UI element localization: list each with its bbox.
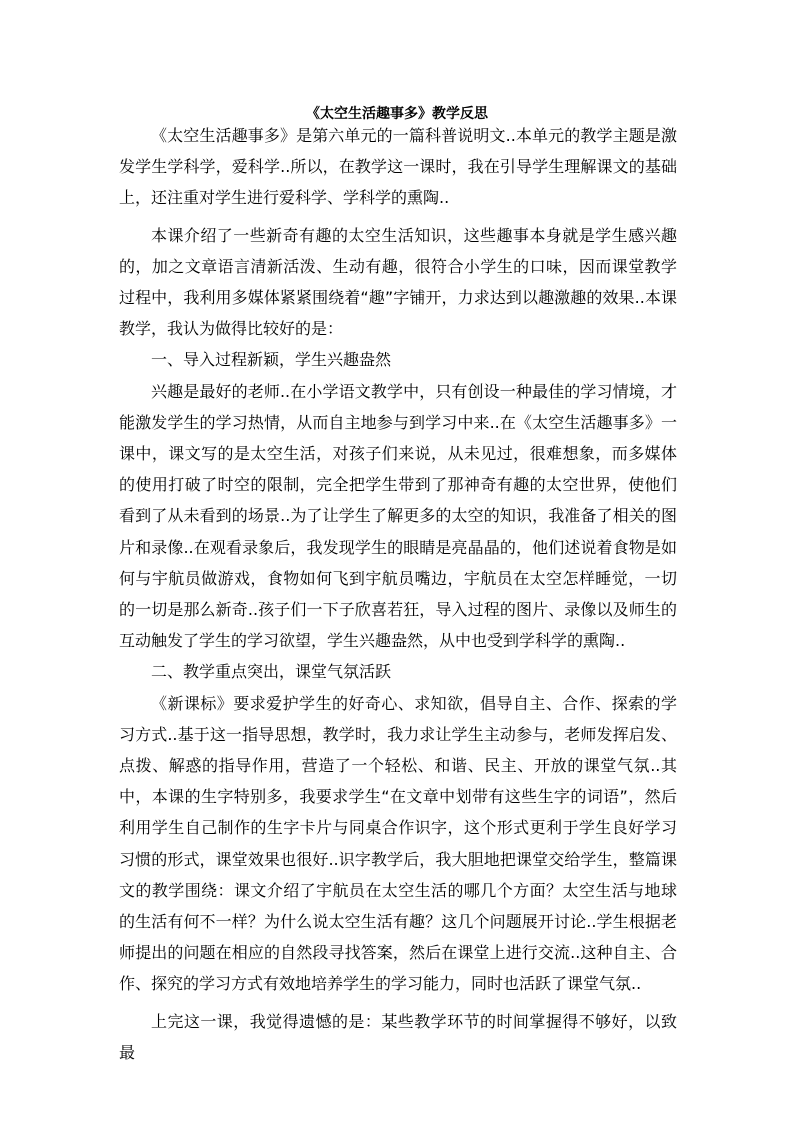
paragraph-section-1: 兴趣是最好的老师..在小学语文教学中，只有创设一种最佳的学习情境，才能激发学生的学习热情，从而自主地参与到学习中来..在《太空生活趣事多》一课中，课文写的是太空生活，对孩子们来说，从未见过，很难想象，而多媒体的使用打破了时空的限制，完全把学生带到了那神奇有趣的太空世界，使他们看到了从未看到的场景..为了让学生了解更多的太空的知识，我准备了相关的图片和录像..在观看录象后，我发现学生的眼睛是亮晶晶的，他们述说着食物是如何与宇航员做游戏，食物如何飞到宇航员嘴边，宇航员在太空怎样睡觉，一切的一切是那么新奇..孩子们一下子欣喜若狂，导入过程的图片、录像以及师生的互动触发了学生的学习欲望，学生兴趣盎然，从中也受到学科学的熏陶..: [119, 381, 677, 651]
document-body: [119, 120, 677, 1068]
paragraph-overview: 本课介绍了一些新奇有趣的太空生活知识，这些趣事本身就是学生感兴趣的，加之文章语言清新活泼、生动有趣，很符合小学生的口味，因而课堂教学过程中，我利用多媒体紧紧围绕着“趣”字铺开，力求达到以趣激趣的效果..本课教学，我认为做得比较好的是：: [119, 225, 677, 339]
document-title: 《太空生活趣事多》教学反思: [306, 106, 488, 122]
paragraph-intro: 《太空生活趣事多》是第六单元的一篇科普说明文..本单元的教学主题是激发学生学科学，爱科学..所以，在教学这一课时，我在引导学生理解课文的基础上，还注重对学生进行爱科学、学科学的熏陶..: [119, 126, 677, 208]
section-heading-2: 二、教学重点突出，课堂气氛活跃: [151, 662, 392, 682]
paragraph-section-2: 《新课标》要求爱护学生的好奇心、求知欲，倡导自主、合作、探索的学习方式..基于这一指导思想，教学时，我力求让学生主动参与，老师发挥启发、点拨、解惑的指导作用，营造了一个轻松、和谐、民主、开放的课堂气氛..其中，本课的生字特别多，我要求学生“在文章中划带有这些生字的词语”，然后利用学生自己制作的生字卡片与同桌合作识字，这个形式更利于学生良好学习习惯的形式，课堂效果也很好..识字教学后，我大胆地把课堂交给学生，整篇课文的教学围绕：课文介绍了宇航员在太空生活的哪几个方面？太空生活与地球的生活有何不一样？为什么说太空生活有趣？这几个问题展开讨论..学生根据老师提出的问题在相应的自然段寻找答案，然后在课堂上进行交流..这种自主、合作、探究的学习方式有效地培养学生的学习能力，同时也活跃了课堂气氛..: [119, 693, 677, 994]
section-heading-1: 一、导入过程新颖，学生兴趣盎然: [151, 350, 392, 370]
paragraph-reflection: 上完这一课，我觉得遗憾的是：某些教学环节的时间掌握得不够好，以致最: [119, 1011, 677, 1062]
